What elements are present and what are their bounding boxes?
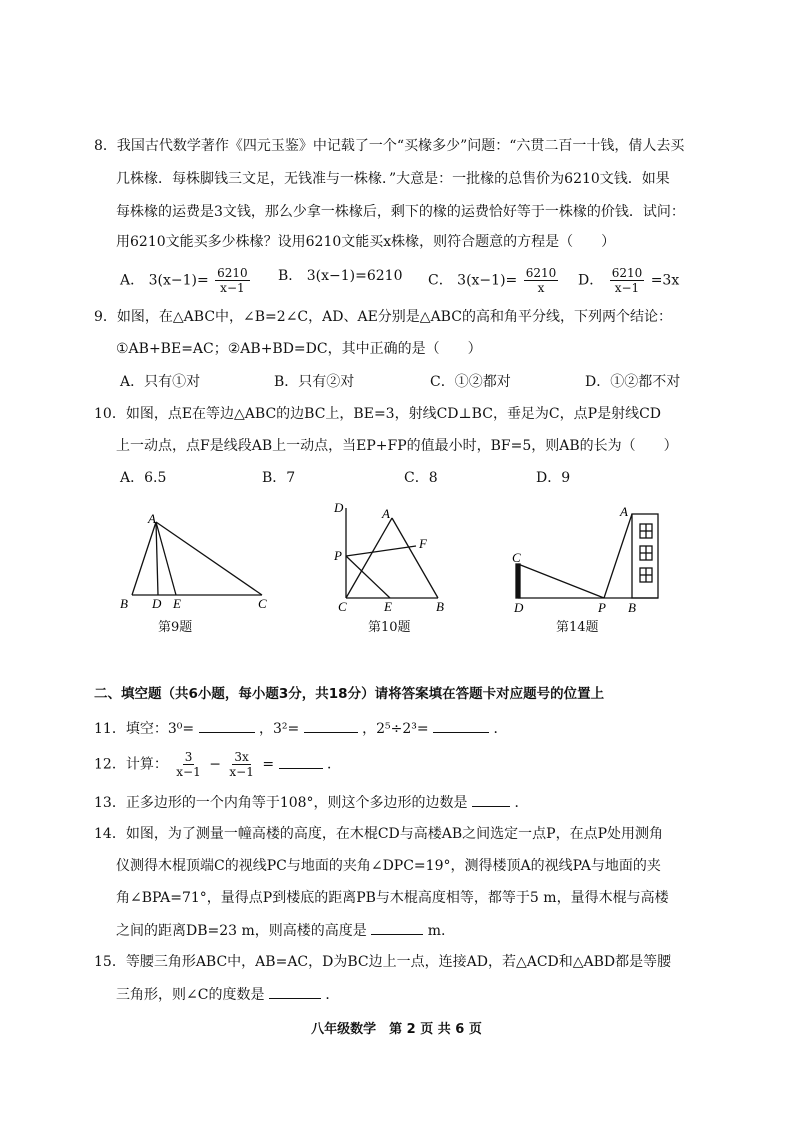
q13-end: ． (514, 795, 529, 811)
q8-option-c-numerator: 6210 (525, 266, 557, 280)
q9-option-a: A．只有①对 (120, 374, 201, 390)
q14-blank (371, 920, 423, 935)
fig10-label-f: F (419, 536, 427, 551)
figure-q10 (326, 498, 456, 616)
fig9-segment-ad (156, 522, 158, 595)
q8-option-a-numerator: 6210 (217, 266, 248, 280)
section-fill-in-title: 二、填空题（共6小题，每小题3分，共18分）请将答案填在答题卡对应题号的位置上 (94, 686, 605, 702)
q8-option-b-text: 3(x−1)=6210 (306, 268, 403, 284)
fig10-label-e: E (384, 599, 392, 614)
q13-blank (472, 792, 510, 807)
q14-line3: 角∠BPA=71°，量得点P到楼底的距离PB与木棍高度相等，都等于5 m，量得木棍与高楼 (116, 890, 669, 906)
q12-fraction-2-denominator: x−1 (229, 765, 254, 779)
q15-line2 (116, 984, 339, 1005)
q8-line4: 用6210文能买多少株椽？设用6210文能买x株椽，则符合题意的方程是（ ） (116, 234, 616, 250)
q11-lead: 11．填空：3⁰= (94, 721, 195, 737)
q9-option-d: D．①②都不对 (585, 374, 681, 390)
figure-q9 (110, 505, 280, 615)
fig10-segment-pf (346, 546, 416, 556)
q9-option-b: B．只有②对 (274, 374, 355, 390)
q11 (94, 718, 508, 739)
q8-option-b (278, 266, 402, 286)
fig9-segment-ab (132, 522, 156, 595)
figure-q14-caption: 第14题 (556, 620, 599, 635)
q8-option-a-label: A． (120, 272, 145, 289)
q14-line1: 14．如图，为了测量一幢高楼的高度，在木棍CD与高楼AB之间选定一点P，在点P处用测角 (94, 826, 663, 842)
q8-option-c-fraction (524, 266, 559, 295)
q12-lead: 12．计算： (94, 756, 168, 773)
q12-minus: − (209, 756, 221, 773)
q12-blank (279, 754, 323, 769)
q15-line2-text: 三角形，则∠C的度数是 (116, 987, 265, 1003)
q14-line2: 仪测得木棍顶端C的视线PC与地面的夹角∠DPC=19°，测得楼顶A的视线PA与地面的夹 (116, 858, 661, 874)
q8-line3: 每株椽的运费是3文钱，那么少拿一株椽后，剩下的椽的运费恰好等于一株椽的价钱．试问： (116, 204, 685, 220)
q8-option-a-fraction (215, 266, 250, 295)
fig9-label-e: E (173, 596, 181, 611)
q11-blank-2 (304, 718, 358, 733)
q8-option-d-label: D． (578, 272, 604, 289)
q10-line1: 10．如图，点E在等边△ABC的边BC上，BE=3，射线CD⊥BC，垂足为C，点P是射线CD (94, 406, 662, 422)
q8-option-d (578, 266, 679, 295)
fig10-segment-ca (346, 518, 392, 598)
q13 (94, 792, 528, 813)
q11-mid2: ，2⁵÷2³= (362, 721, 429, 737)
page-footer: 八年级数学 第 2 页 共 6 页 (311, 1022, 482, 1037)
q13-text: 13．正多边形的一个内角等于108°，则这个多边形的边数是 (94, 795, 468, 811)
fig14-stick-cd (516, 564, 520, 598)
fig9-label-c: C (258, 596, 267, 611)
q14-line4 (116, 920, 445, 941)
fig9-label-b: B (120, 596, 128, 611)
q14-line4-text: 之间的距离DB=23 m，则高楼的高度是 (116, 923, 367, 939)
fig14-building (632, 514, 658, 598)
q8-option-c (428, 266, 560, 295)
q9-line1: 9．如图，在△ABC中，∠B=2∠C，AD、AE分别是△ABC的高和角平分线，下列两个结论： (94, 309, 672, 325)
fig10-label-a: A (382, 506, 390, 521)
figure-q14 (506, 500, 666, 616)
fig9-segment-ac (156, 522, 262, 595)
fig10-label-c: C (338, 599, 347, 614)
q10-line2: 上一动点，点F是线段AB上一动点，当EP+FP的值最小时，BF=5，则AB的长为（ ） (116, 438, 678, 454)
q8-option-a (120, 266, 252, 295)
q8-option-d-fraction (610, 266, 645, 295)
fig9-label-a: A (148, 511, 156, 526)
q11-blank-1 (199, 718, 255, 733)
figure-q9-caption: 第9题 (158, 620, 193, 635)
q10-option-d: D．9 (536, 470, 571, 486)
q12-fraction-1 (174, 750, 202, 779)
q12-end: ． (326, 756, 341, 773)
fig14-label-c: C (512, 550, 521, 565)
q8-option-a-left: 3(x−1)= (148, 272, 209, 289)
q8-option-d-right: =3x (650, 272, 680, 289)
q8-option-c-denominator: x (537, 281, 545, 295)
q10-option-a: A．6.5 (120, 470, 167, 486)
q14-line4-unit: m. (427, 923, 446, 939)
q9-option-c: C．①②都对 (430, 374, 511, 390)
q8-option-c-label: C． (428, 272, 453, 289)
fig14-label-d: D (514, 600, 524, 615)
q10-option-b: B．7 (262, 470, 296, 486)
q11-blank-3 (433, 718, 489, 733)
q12-fraction-2-numerator: 3x (234, 750, 249, 764)
q15-line1: 15．等腰三角形ABC中，AB=AC，D为BC边上一点，连接AD，若△ACD和△ABD都是等腰 (94, 954, 672, 970)
fig10-label-b: B (436, 599, 444, 614)
q8-option-b-label: B． (278, 268, 303, 284)
q15-blank (269, 984, 321, 999)
q12-fraction-1-numerator: 3 (184, 750, 193, 764)
q15-line2-end: ． (325, 987, 340, 1003)
q12-fraction-2 (227, 750, 255, 779)
fig14-segment-pc (518, 564, 604, 598)
figure-q10-caption: 第10题 (368, 620, 411, 635)
q8-option-a-denominator: x−1 (220, 281, 245, 295)
fig14-label-a: A (620, 504, 628, 519)
q11-end: ． (493, 721, 508, 737)
fig10-segment-pe (346, 556, 390, 598)
q12-fraction-1-denominator: x−1 (176, 765, 201, 779)
fig14-segment-pa (604, 514, 632, 598)
fig14-label-p: P (598, 600, 606, 615)
q8-line2: 几株椽．每株脚钱三文足，无钱准与一株椽．”大意是：一批椽的总售价为6210文钱．如果 (116, 171, 670, 187)
q8-option-d-denominator: x−1 (614, 281, 640, 295)
q8-option-d-numerator: 6210 (611, 266, 643, 280)
fig9-label-d: D (152, 596, 162, 611)
fig10-segment-ab (392, 518, 438, 598)
q12 (94, 750, 341, 779)
fig14-label-b: B (628, 600, 636, 615)
fig10-label-p: P (334, 548, 342, 563)
q10-option-c: C．8 (404, 470, 438, 486)
fig10-label-d: D (334, 500, 344, 515)
q8-option-c-left: 3(x−1)= (457, 272, 518, 289)
q12-equals: = (262, 756, 275, 773)
q9-line2: ①AB+BE=AC；②AB+BD=DC，其中正确的是（ ） (116, 341, 482, 357)
q8-line1: 8．我国古代数学著作《四元玉鉴》中记载了一个“买椽多少”问题：“六贯二百一十钱，倩人去买 (94, 138, 685, 154)
q11-mid1: ，3²= (258, 721, 300, 737)
